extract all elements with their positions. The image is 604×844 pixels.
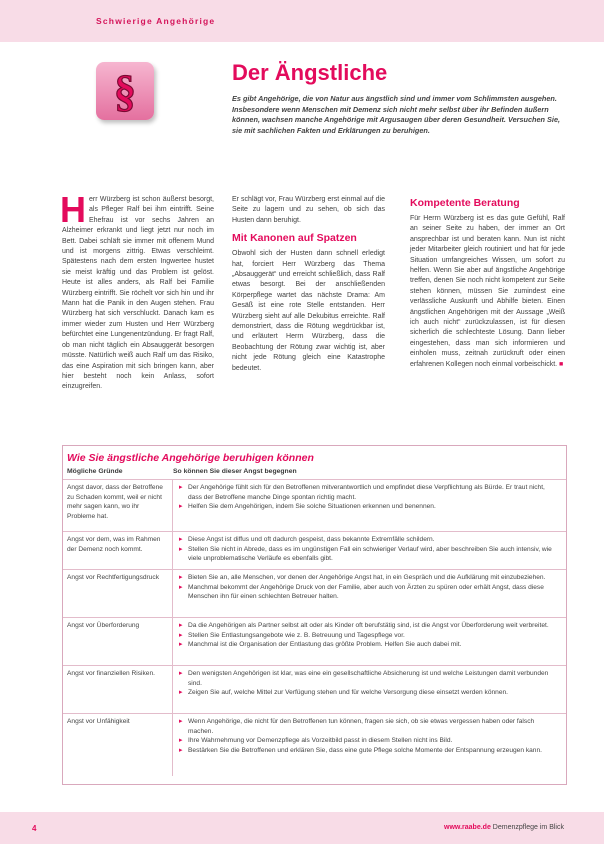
article-intro: Es gibt Angehörige, die von Natur aus ängstlich sind und immer vom Schlimmsten ausgehen. Insbesondere wenn Menschen mit Demenz sich nicht mehr selbst über ihr Befinden äußern können, wachsen manche Angehörige mit Argusaugen über deren Gesundheit. Versuchen Sie, sie mit sachlichen Fakten und Erklärungen zu beruhigen. bbox=[232, 94, 561, 135]
actions-cell bbox=[173, 480, 566, 531]
header-reasons: Mögliche Gründe bbox=[67, 468, 123, 475]
reason-cell: Angst vor finanziellen Risiken. bbox=[63, 666, 173, 713]
subheading-beratung: Kompetente Beratung bbox=[410, 197, 520, 209]
column-3 bbox=[410, 195, 565, 370]
table-header bbox=[63, 468, 566, 480]
reason-cell: Angst vor dem, was im Rahmen der Demenz noch kommt. bbox=[63, 532, 173, 569]
reason-cell: Angst vor Überforderung bbox=[63, 618, 173, 665]
actions-cell bbox=[173, 666, 566, 713]
actions-cell bbox=[173, 570, 566, 617]
header-band bbox=[0, 0, 604, 42]
svg-text:§: § bbox=[114, 68, 136, 114]
table-row bbox=[63, 618, 566, 666]
footer-info bbox=[444, 824, 564, 831]
reason-cell: Angst vor Rechtfertigungsdruck bbox=[63, 570, 173, 617]
reason-cell: Angst davor, dass der Betroffene zu Schaden kommt, weil er nicht mehr sagen kann, wo ihr Probleme hat. bbox=[63, 480, 173, 531]
action-item: ▸ Stellen Sie nicht in Abrede, dass es im ungünstigen Fall ein schwieriger Verlauf wird, aber beschreiben Sie auch intensiv, wie viele unproblematische Verläufe es ebenfalls gibt. bbox=[179, 545, 560, 564]
action-item: ▸ Den wenigsten Angehörigen ist klar, was eine ein gesellschaftliche Absicherung ist und welche Leistungen damit verbunden sind. bbox=[179, 669, 560, 688]
column-3-text bbox=[410, 214, 565, 370]
table-row bbox=[63, 714, 566, 776]
column-1-text: err Würzberg ist schon äußerst besorgt, als Pfleger Ralf bei ihm eintrifft. Seine Ehefrau ist vor sechs Jahren an Alzheimer erkrankt und liegt jetzt nur noch im Bett. Dabei schläft sie immer mit offenem Mund und ist morgens zittrig. Etwas verschleimt. Spätestens nach dem ersten Ingwertee hustet sie meist kräftig und das Problem ist gelöst. Heute ist alles anders, als Ralf bei Familie Würzberg eintrifft. Sie röchelt vor sich hin und ihr Mann hat die Panik in den Augen stehen. Frau Würzberg hat sich verschluckt. Danach kam es immer wieder zum Husten und Herr Würzberg befürchtet eine Lungenentzündung. Er fragt Ralf, ob man nicht täglich ein Absauggerät besorgen müsste. Natürlich weiß auch Ralf um das Risiko, das eine Aspiration mit sich bringen kann, aber hier besteht noch kein Anlass, sofort einzugreifen. bbox=[62, 196, 214, 391]
end-mark: ■ bbox=[559, 360, 564, 368]
actions-cell bbox=[173, 618, 566, 665]
column-2 bbox=[232, 195, 385, 374]
action-item: ▸ Bestärken Sie die Betroffenen und erklären Sie, dass eine gute Pflege solche Momente der Entspannung erzeugen kann. bbox=[179, 746, 560, 756]
dropcap: H bbox=[60, 189, 86, 230]
column-1 bbox=[60, 189, 214, 393]
action-item: ▸ Da die Angehörigen als Partner selbst alt oder als Kinder oft berufstätig sind, ist die Angst vor Überforderung weit verbreitet. bbox=[179, 621, 560, 631]
reason-cell: Angst vor Unfähigkeit bbox=[63, 714, 173, 776]
section-label: Schwierige Angehörige bbox=[96, 16, 216, 26]
action-item: ▸ Helfen Sie dem Angehörigen, indem Sie solche Situationen erkennen und benennen. bbox=[179, 502, 560, 512]
page-number: 4 bbox=[32, 824, 37, 833]
action-item: ▸ Diese Angst ist diffus und oft dadurch gespeist, dass bekannte Extremfälle schildern. bbox=[179, 535, 560, 545]
table-row bbox=[63, 570, 566, 618]
advice-table bbox=[62, 445, 567, 785]
paragraph-logo bbox=[96, 62, 154, 120]
action-item: ▸ Zeigen Sie auf, welche Mittel zur Verfügung stehen und für welche Versorgung diese einsetzt werden können. bbox=[179, 688, 560, 698]
table-row bbox=[63, 532, 566, 570]
action-item: ▸ Manchmal ist die Organisation der Entlastung das größte Problem. Helfen Sie auch dabei mit. bbox=[179, 640, 560, 650]
header-actions: So können Sie dieser Angst begegnen bbox=[173, 468, 297, 475]
article-title: Der Ängstliche bbox=[232, 60, 388, 85]
actions-cell bbox=[173, 714, 566, 776]
action-item: ▸ Wenn Angehörige, die nicht für den Betroffenen tun können, fragen sie sich, ob sie etwas vergessen haben oder falsch machen. bbox=[179, 717, 560, 736]
action-item: ▸ Der Angehörige fühlt sich für den Betroffenen mitverantwortlich und empfindet diese Verpflichtung als Bürde. Er traut nicht, dass der Betroffene manche Dinge spontan richtig macht. bbox=[179, 483, 560, 502]
column-3-body: Für Herrn Würzberg ist es das gute Gefühl, Ralf an seiner Seite zu haben, der immer an Ort ansprechbar ist und beraten kann. Nun ist nicht jeder Mitarbeiter gleich routiniert und hat für jede Situation umfangreiches Wissen, um sofort zu helfen. Wenn Sie aber auf ängstliche Angehörige treffen, denen Sie noch nicht kompetent zur Seite stehen können, müssen Sie zumindest eine verlässliche Auskunft und Abhilfe bieten. Einen ängstlichen Angehörigen mit der Aussage „Weiß ich auch nicht“ zurückzulassen, ist für diesen sicherlich die schlechteste Lösung. Dann lieber eingestehen, dass man sich informieren und einholen muss, zeitnah zurückruft oder einen erfahrenen Kollegen noch einmal vorbeischickt. bbox=[410, 215, 565, 368]
action-item: ▸ Stellen Sie Entlastungsangebote wie z. B. Betreuung und Tagespflege vor. bbox=[179, 631, 560, 641]
table-row bbox=[63, 480, 566, 532]
action-item: ▸ Bieten Sie an, alle Menschen, vor denen der Angehörige Angst hat, in ein Gespräch und die Aufklärung mit einzubeziehen. bbox=[179, 573, 560, 583]
subheading-kanonen: Mit Kanonen auf Spatzen bbox=[232, 232, 357, 245]
footer-url[interactable]: www.raabe.de bbox=[444, 824, 491, 831]
paragraph-icon bbox=[102, 68, 148, 114]
footer-publication: Demenzpflege im Blick bbox=[492, 824, 564, 831]
column-2-text-after: Obwohl sich der Husten dann schnell erledigt hat, forciert Herr Würzberg das Thema „Absauggerät“ und erreicht schließlich, dass Ralf etwas besorgt. Bei der anschließenden Körperpflege wartet das nächste Drama: Am Gesäß ist eine rote Stelle entstanden. Herr Würzberg sieht auf alle Dekubitus erreichte. Ralf demonstriert, dass die Rötung wegdrückbar ist, und erläutert Herrn Würzberg, dass die Beobachtung der Rötung zwar wichtig ist, aber nicht jede Rötung gleich eine Katastrophe bedeutet. bbox=[232, 250, 385, 372]
table-title: Wie Sie ängstliche Angehörige beruhigen können bbox=[67, 452, 314, 464]
action-item: ▸ Manchmal bekommt der Angehörige Druck von der Familie, aber auch von Ärzten zu spüren oder erhält Angst, dass diese Menschen ihn für einen schlechten Betreuer halten. bbox=[179, 583, 560, 602]
table-row bbox=[63, 666, 566, 714]
column-2-text-before: Er schlägt vor, Frau Würzberg erst einmal auf die Seite zu lagern und zu sehen, ob sich das Husten dann beruhigt. bbox=[232, 196, 385, 224]
action-item: ▸ Ihre Wahrnehmung vor Demenzpflege als Vorzeitbild passt in diesem Stellen nicht ins Bild. bbox=[179, 736, 560, 746]
actions-cell bbox=[173, 532, 566, 569]
